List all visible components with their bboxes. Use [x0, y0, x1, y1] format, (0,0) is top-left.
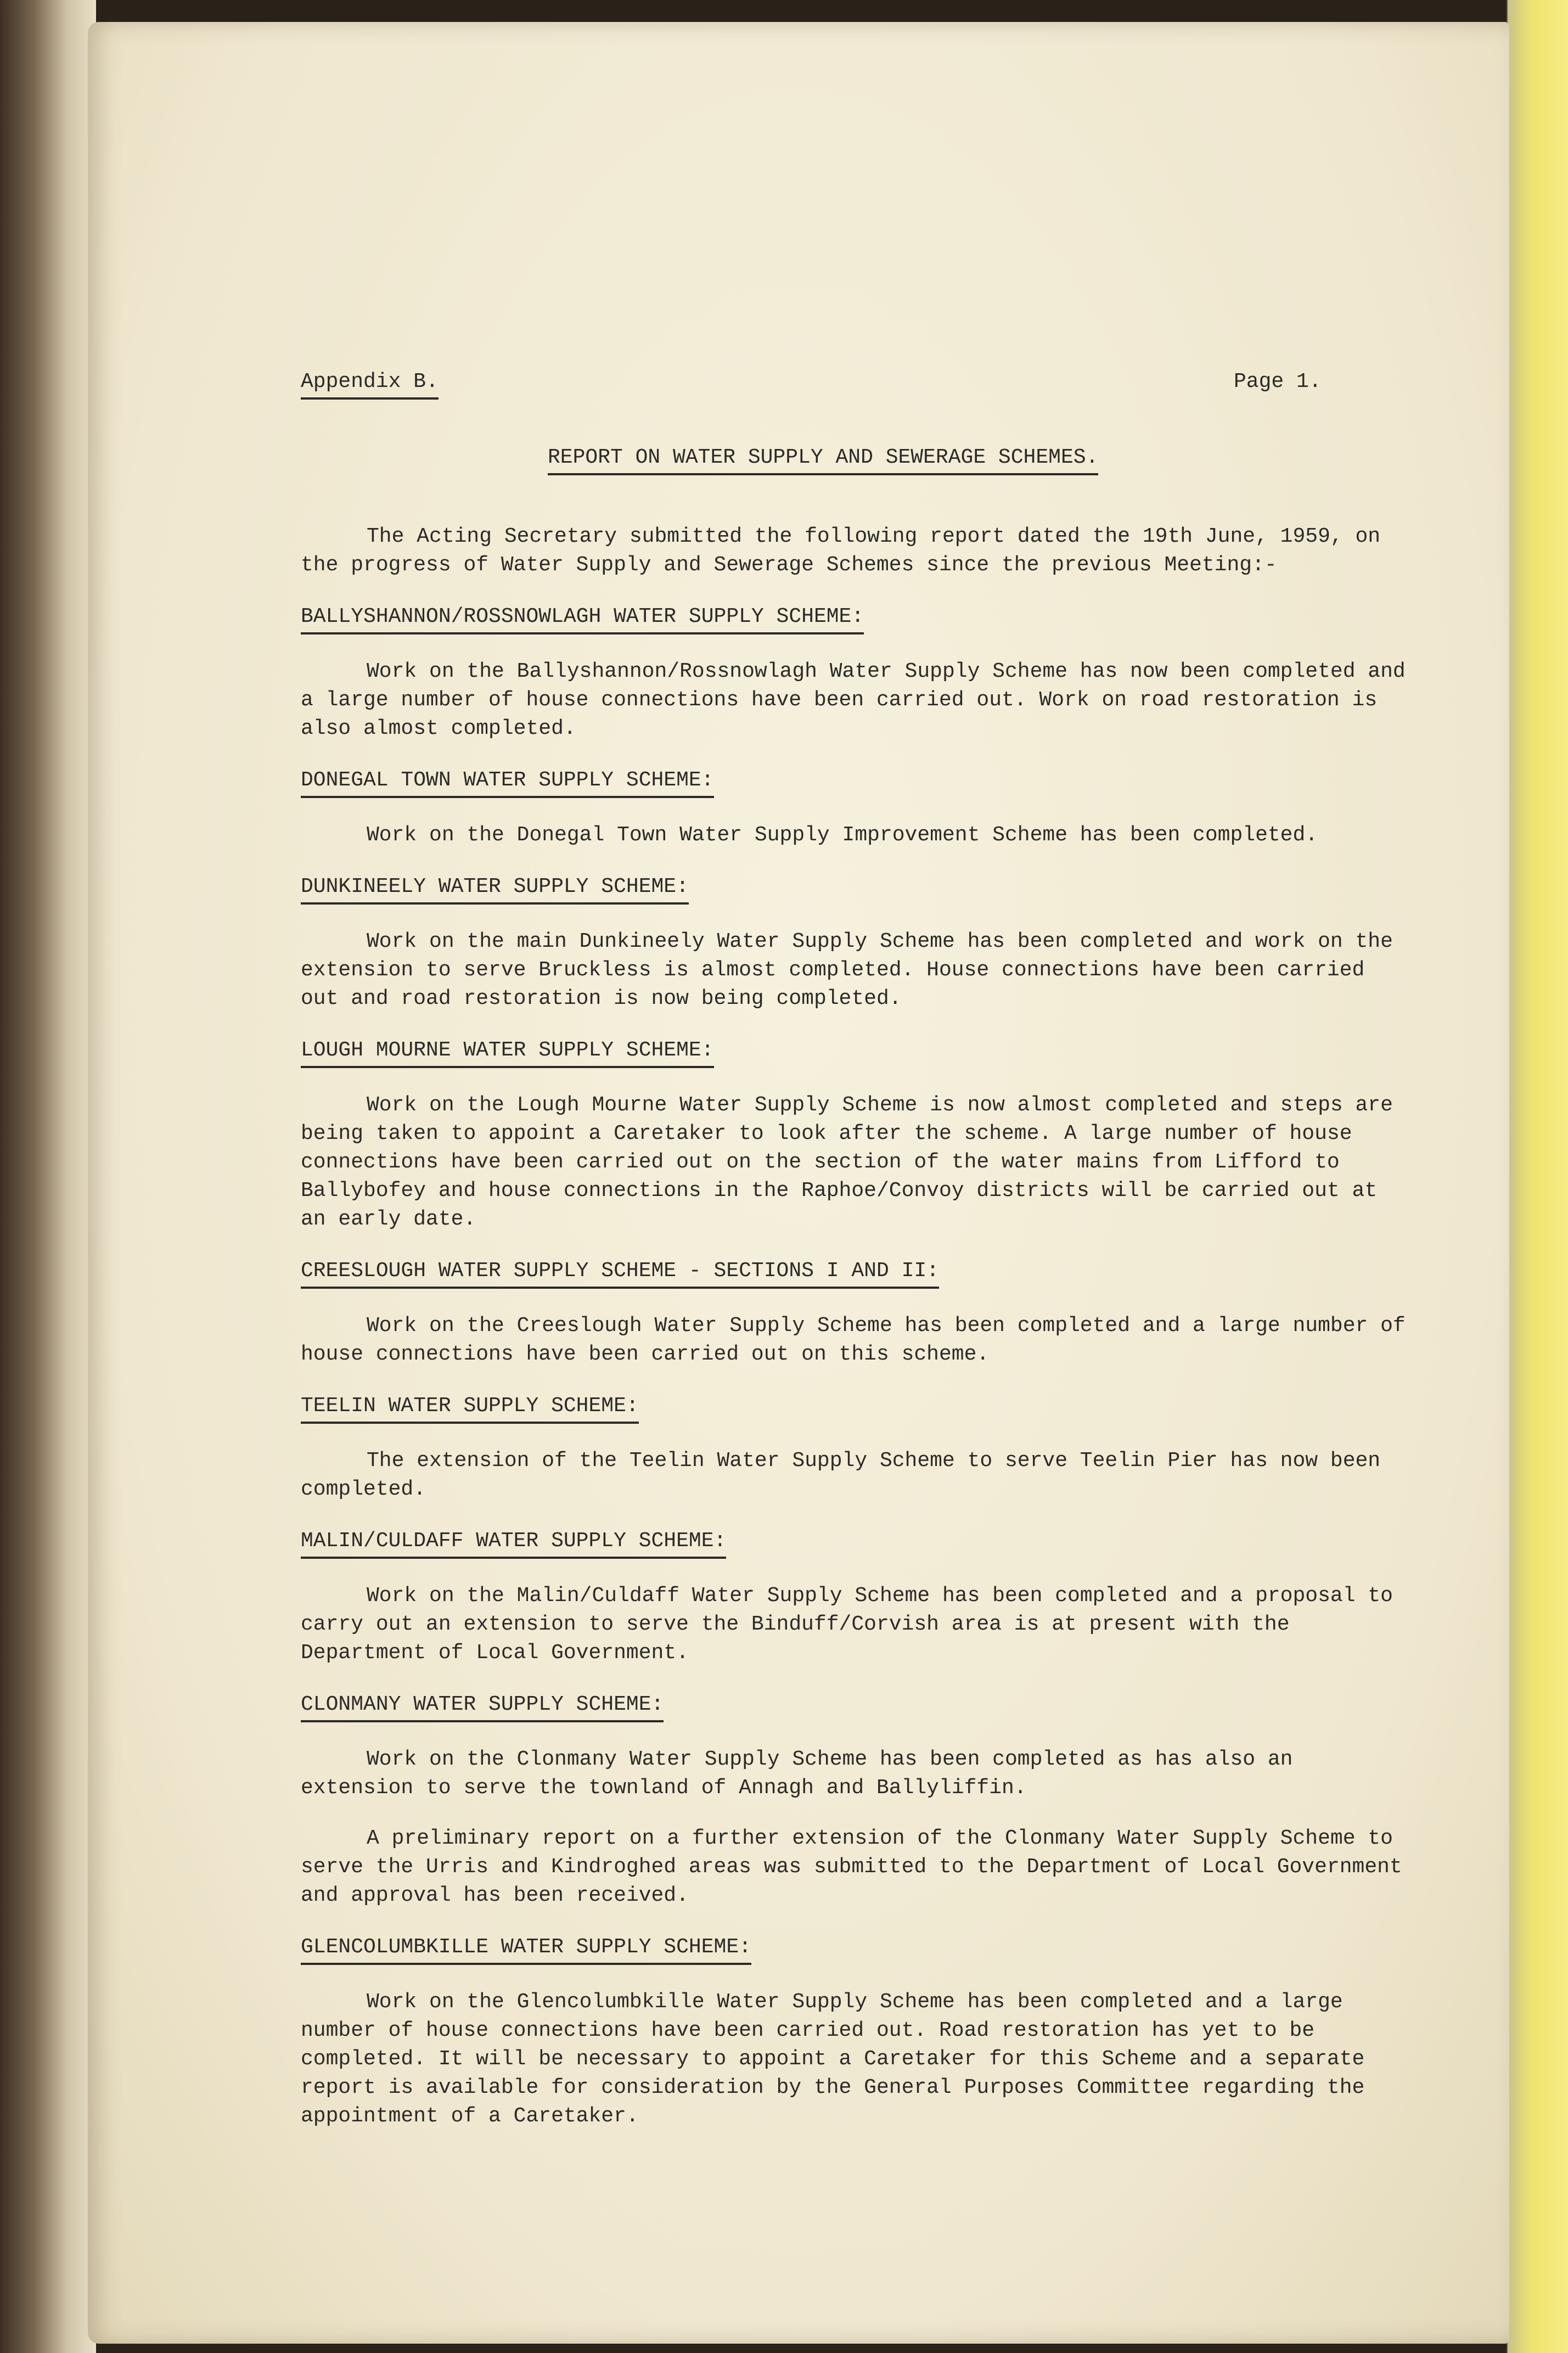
section-heading: DONEGAL TOWN WATER SUPPLY SCHEME: — [301, 766, 714, 798]
section-paragraph: Work on the Lough Mourne Water Supply Scheme is now almost completed and steps are being taken to appoint a Caretaker to look after the scheme. A large number of house connections have been carried out on the section of the water mains from Lifford to Ballybofey and house connections in the Raphoe/Convoy districts will be carried out at an early date. — [301, 1093, 1393, 1231]
section-body — [301, 821, 1409, 850]
scheme-section — [301, 1257, 1481, 1369]
section-heading: TEELIN WATER SUPPLY SCHEME: — [301, 1392, 639, 1424]
page-number: Page 1. — [1234, 370, 1322, 394]
book-binding-left — [0, 0, 96, 2353]
section-body — [301, 1091, 1409, 1234]
section-body — [301, 1582, 1409, 1667]
sections-list — [301, 603, 1481, 2131]
scheme-section — [301, 1036, 1481, 1234]
section-paragraph: Work on the Glencolumbkille Water Supply Scheme has been completed and a large number of house connections have been carried out. Road restoration has yet to be completed. It will be necessary to appoint a Caretaker for this Scheme and a separate report is available for consideration by the General Purposes Committee regarding the appointment of a Caretaker. — [301, 1990, 1365, 2128]
section-paragraph: Work on the Ballyshannon/Rossnowlagh Water Supply Scheme has now been completed and a large number of house connections have been carried out. Work on road restoration is also almost completed. — [301, 660, 1406, 740]
section-body — [301, 928, 1409, 1013]
document-content — [301, 368, 1481, 2153]
section-heading: GLENCOLUMBKILLE WATER SUPPLY SCHEME: — [301, 1933, 751, 1965]
section-heading: LOUGH MOURNE WATER SUPPLY SCHEME: — [301, 1036, 714, 1068]
section-body — [301, 658, 1409, 743]
section-paragraph: The extension of the Teelin Water Supply Scheme to serve Teelin Pier has now been completed. — [301, 1449, 1381, 1501]
section-body — [301, 1312, 1409, 1369]
section-heading: MALIN/CULDAFF WATER SUPPLY SCHEME: — [301, 1527, 726, 1559]
section-paragraph: A preliminary report on a further extension of the Clonmany Water Supply Scheme to serve the Urris and Kindroghed areas was submitted to the Department of Local Government and approval has been received. — [301, 1827, 1402, 1907]
scheme-section — [301, 603, 1481, 743]
section-body — [301, 1447, 1409, 1504]
book-cover-right — [1508, 0, 1568, 2353]
scheme-section — [301, 766, 1481, 850]
section-heading: BALLYSHANNON/ROSSNOWLAGH WATER SUPPLY SCHEME: — [301, 603, 864, 634]
intro-paragraph: The Acting Secretary submitted the following report dated the 19th June, 1959, on the progress of Water Supply and Sewerage Schemes since the previous Meeting:- — [301, 525, 1381, 577]
section-heading: CLONMANY WATER SUPPLY SCHEME: — [301, 1691, 664, 1722]
page-header — [301, 368, 1481, 401]
show-through-text — [291, 165, 1389, 193]
section-body — [301, 1745, 1409, 1910]
section-heading: DUNKINEELY WATER SUPPLY SCHEME: — [301, 873, 689, 905]
scheme-section — [301, 1933, 1481, 2131]
report-title: REPORT ON WATER SUPPLY AND SEWERAGE SCHEMES. — [548, 443, 1098, 475]
section-paragraph: Work on the Malin/Culdaff Water Supply Scheme has been completed and a proposal to carry out an extension to serve the Binduff/Corvish area is at present with the Department of Local Government. — [301, 1584, 1393, 1665]
scheme-section — [301, 1392, 1481, 1504]
section-body — [301, 1988, 1409, 2131]
appendix-label: Appendix B. — [301, 368, 439, 400]
scheme-section — [301, 1527, 1481, 1667]
section-paragraph: Work on the main Dunkineely Water Supply Scheme has been completed and work on the extension to serve Bruckless is almost completed. House connections have been carried out and road restoration is now being completed. — [301, 930, 1393, 1010]
section-paragraph: Work on the Donegal Town Water Supply Improvement Scheme has been completed. — [367, 823, 1318, 847]
scheme-section — [301, 1691, 1481, 1910]
section-paragraph: Work on the Creeslough Water Supply Scheme has been completed and a large number of house connections have been carried out on this scheme. — [301, 1314, 1406, 1366]
scheme-section — [301, 873, 1481, 1013]
section-paragraph: Work on the Clonmany Water Supply Scheme has been completed as has also an extension to serve the townland of Annagh and Ballyliffin. — [301, 1748, 1293, 1800]
section-heading: CREESLOUGH WATER SUPPLY SCHEME - SECTIONS I AND II: — [301, 1257, 939, 1289]
